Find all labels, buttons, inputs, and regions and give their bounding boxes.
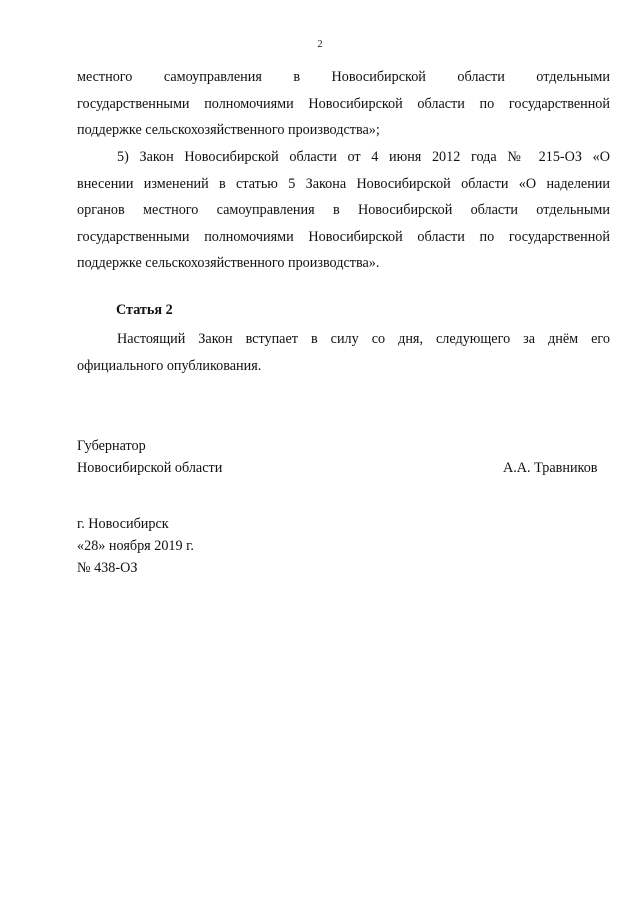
paragraph-line: внесении изменений в статью 5 Закона Новосибирской области «О наделении [77, 175, 610, 192]
paragraph-continued [77, 64, 610, 144]
signature-title-line: Новосибирской области [77, 460, 223, 476]
page-number: 2 [317, 39, 323, 50]
paragraph-line: поддержке сельскохозяйственного производства»; [77, 122, 380, 138]
paragraph-line: местного самоуправления в Новосибирской области отдельными [77, 69, 610, 85]
article-body [77, 326, 610, 379]
paragraph-line: 5) Закон Новосибирской области от 4 июня 2012 года № 215-ОЗ «О [117, 149, 610, 165]
paragraph-line: органов местного самоуправления в Новосибирской области отдельными [77, 202, 610, 218]
paragraph-line: поддержке сельскохозяйственного производства». [77, 255, 380, 271]
footer-number: № 438-ОЗ [77, 560, 138, 576]
paragraph-line: официального опубликования. [77, 357, 262, 374]
signature-title [77, 435, 222, 479]
paragraph-line: государственными полномочиями Новосибирской области по государственной [77, 228, 610, 245]
document-footer [77, 513, 194, 579]
article-heading: Статья 2 [116, 302, 173, 318]
signature-name: А.А. Травников [503, 460, 598, 476]
signature-title-line: Губернатор [77, 438, 146, 454]
paragraph-line: Настоящий Закон вступает в силу со дня, следующего за днём его [117, 331, 610, 347]
paragraph-line: государственными полномочиями Новосибирской области по государственной [77, 95, 610, 112]
footer-city: г. Новосибирск [77, 516, 169, 532]
paragraph-item-5 [77, 144, 610, 277]
footer-date: «28» ноября 2019 г. [77, 538, 194, 554]
